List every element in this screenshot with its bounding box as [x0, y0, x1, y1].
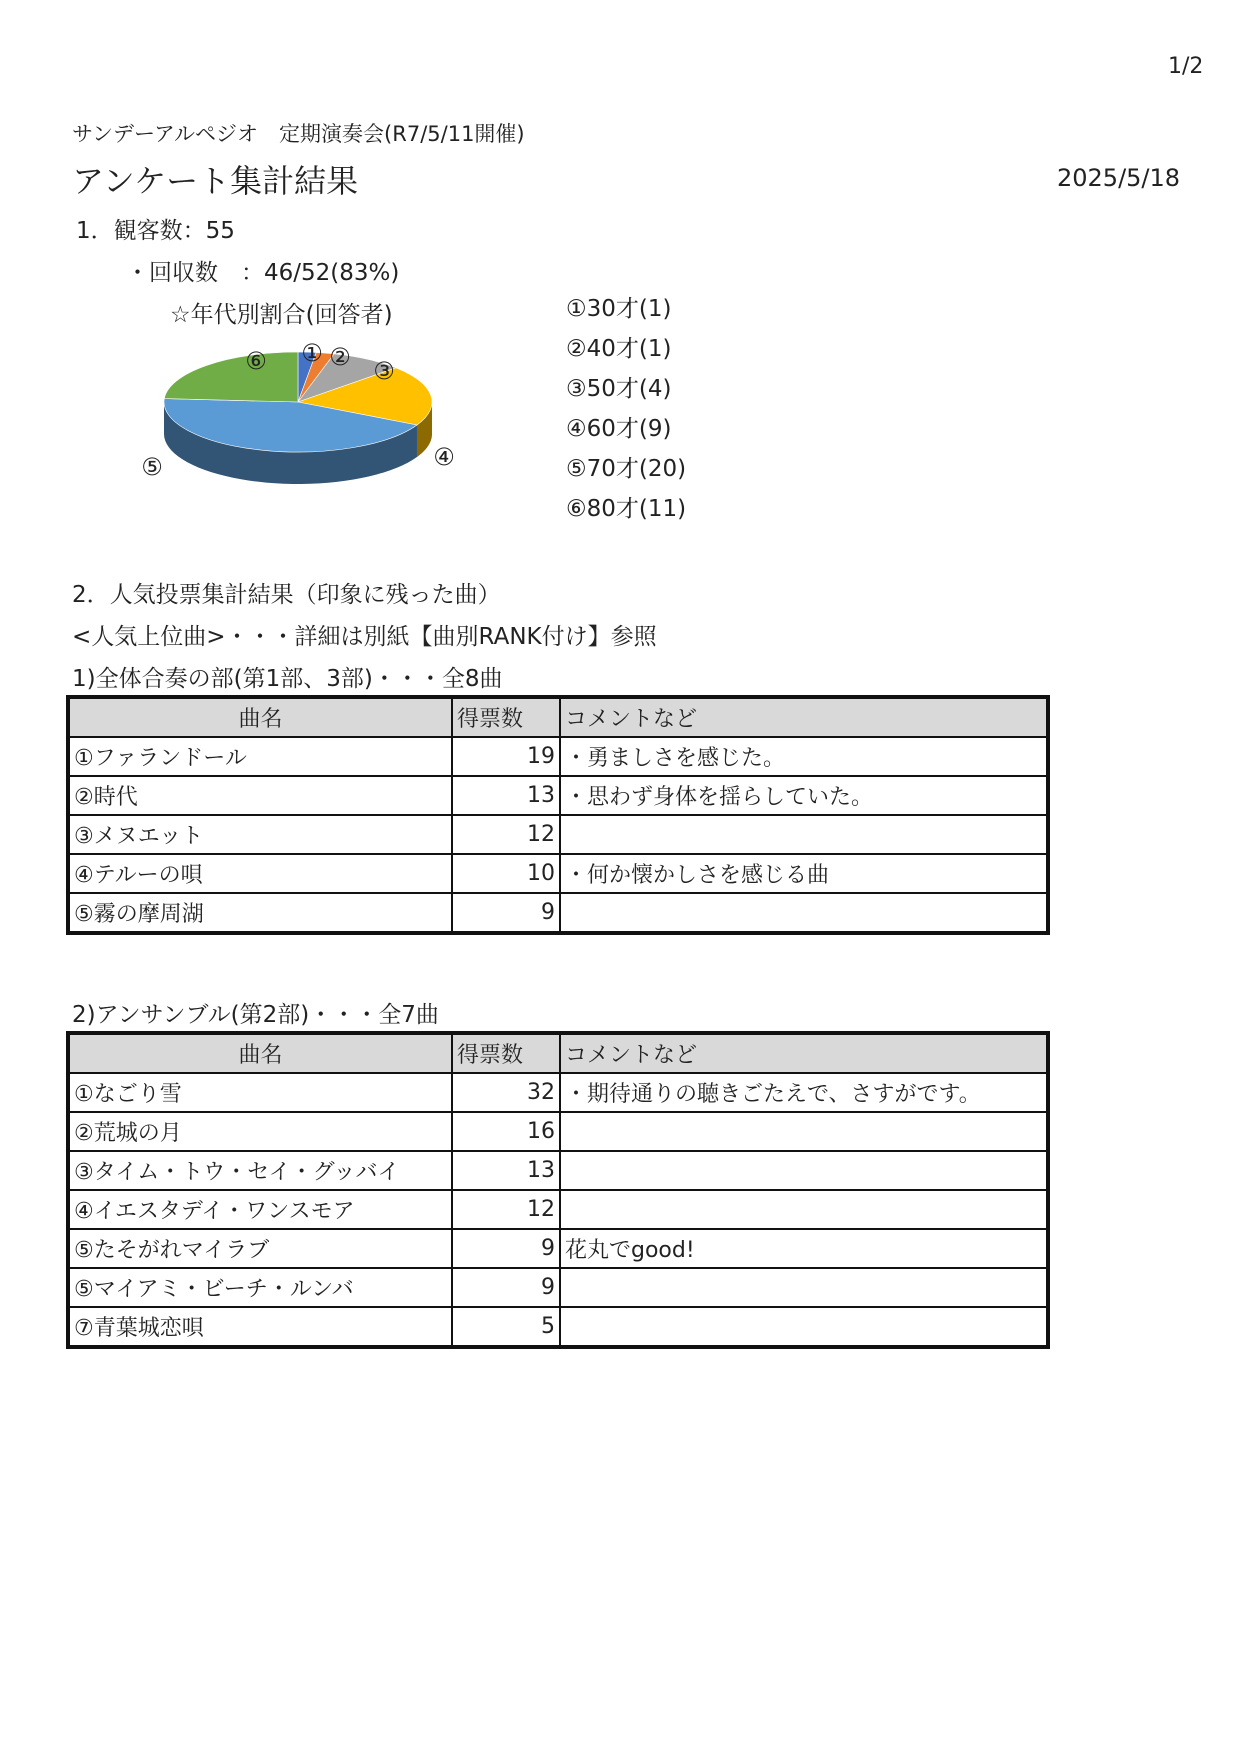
vote-count: 9: [452, 1229, 560, 1268]
table-row: [68, 1073, 1048, 1112]
header-votes: 得票数: [452, 697, 560, 737]
song-name: ①なごり雪: [68, 1073, 452, 1112]
page-number: 1/2: [1168, 54, 1204, 79]
comment: [560, 1190, 1048, 1229]
comment: ・勇ましさを感じた。: [560, 737, 1048, 776]
section2-title: 2．人気投票集計結果（印象に残った曲）: [72, 582, 501, 608]
header-votes: 得票数: [452, 1033, 560, 1073]
header-comment: コメントなど: [560, 1033, 1048, 1073]
part1-table: [66, 695, 1050, 935]
vote-count: 12: [452, 1190, 560, 1229]
pie-slice-label: ⑥: [245, 347, 267, 375]
vote-count: 32: [452, 1073, 560, 1112]
song-name: ⑤マイアミ・ビーチ・ルンバ: [68, 1268, 452, 1307]
pie-slice-label: ⑤: [141, 453, 163, 481]
song-name: ⑤たそがれマイラブ: [68, 1229, 452, 1268]
vote-count: 13: [452, 1151, 560, 1190]
comment: [560, 1307, 1048, 1347]
song-name: ②荒城の月: [68, 1112, 452, 1151]
table-row: [68, 854, 1048, 893]
ranking-note: <人気上位曲>・・・詳細は別紙【曲別RANK付け】参照: [72, 624, 657, 650]
legend-item: ③50才(4): [566, 376, 672, 402]
vote-count: 9: [452, 1268, 560, 1307]
collection-rate: ・回収数 ：46/52(83%): [126, 260, 400, 286]
page-title: アンケート集計結果: [72, 162, 359, 200]
vote-count: 10: [452, 854, 560, 893]
event-header: サンデーアルペジオ 定期演奏会(R7/5/11開催): [72, 122, 525, 146]
comment: [560, 1151, 1048, 1190]
vote-count: 19: [452, 737, 560, 776]
vote-count: 12: [452, 815, 560, 854]
table-row: [68, 815, 1048, 854]
comment: ・何か懐かしさを感じる曲: [560, 854, 1048, 893]
song-name: ③タイム・トウ・セイ・グッバイ: [68, 1151, 452, 1190]
song-name: ②時代: [68, 776, 452, 815]
legend-item: ①30才(1): [566, 296, 672, 322]
song-name: ④テルーの唄: [68, 854, 452, 893]
comment: [560, 1268, 1048, 1307]
song-name: ⑦青葉城恋唄: [68, 1307, 452, 1347]
table-row: [68, 1229, 1048, 1268]
header-song: 曲名: [68, 1033, 452, 1073]
vote-count: 16: [452, 1112, 560, 1151]
song-name: ③メヌエット: [68, 815, 452, 854]
legend-item: ⑤70才(20): [566, 456, 687, 482]
pie-slice-label: ①: [301, 339, 323, 367]
vote-count: 13: [452, 776, 560, 815]
table-row: [68, 1190, 1048, 1229]
comment: ・思わず身体を揺らしていた。: [560, 776, 1048, 815]
pie-slice-label: ③: [373, 357, 395, 385]
table-row: [68, 1307, 1048, 1347]
song-name: ④イエスタデイ・ワンスモア: [68, 1190, 452, 1229]
header-comment: コメントなど: [560, 697, 1048, 737]
pie-slice-6: [164, 352, 298, 402]
table-row: [68, 1268, 1048, 1307]
table-row: [68, 1151, 1048, 1190]
comment: [560, 893, 1048, 933]
part1-title: 1)全体合奏の部(第1部、3部)・・・全8曲: [72, 666, 503, 692]
legend-item: ④60才(9): [566, 416, 672, 442]
comment: [560, 1112, 1048, 1151]
comment: 花丸でgood!: [560, 1229, 1048, 1268]
part2-title: 2)アンサンブル(第2部)・・・全7曲: [72, 1002, 439, 1028]
legend-item: ②40才(1): [566, 336, 672, 362]
pie-svg: [130, 336, 470, 556]
vote-count: 5: [452, 1307, 560, 1347]
age-pie-chart: [130, 336, 470, 556]
header-song: 曲名: [68, 697, 452, 737]
song-name: ①ファランドール: [68, 737, 452, 776]
part2-table: [66, 1031, 1050, 1349]
age-chart-title: ☆年代別割合(回答者): [170, 302, 393, 328]
table-header-row: [68, 697, 1048, 737]
table-row: [68, 737, 1048, 776]
vote-count: 9: [452, 893, 560, 933]
audience-count: 1．観客数：55: [76, 218, 235, 244]
comment: ・期待通りの聴きごたえで、さすがです。: [560, 1073, 1048, 1112]
report-date: 2025/5/18: [1057, 164, 1181, 192]
table-header-row: [68, 1033, 1048, 1073]
table-row: [68, 1112, 1048, 1151]
legend-item: ⑥80才(11): [566, 496, 687, 522]
pie-slice-label: ②: [329, 343, 351, 371]
song-name: ⑤霧の摩周湖: [68, 893, 452, 933]
comment: [560, 815, 1048, 854]
pie-slice-label: ④: [433, 443, 455, 471]
table-row: [68, 776, 1048, 815]
table-row: [68, 893, 1048, 933]
age-legend: [566, 294, 686, 534]
